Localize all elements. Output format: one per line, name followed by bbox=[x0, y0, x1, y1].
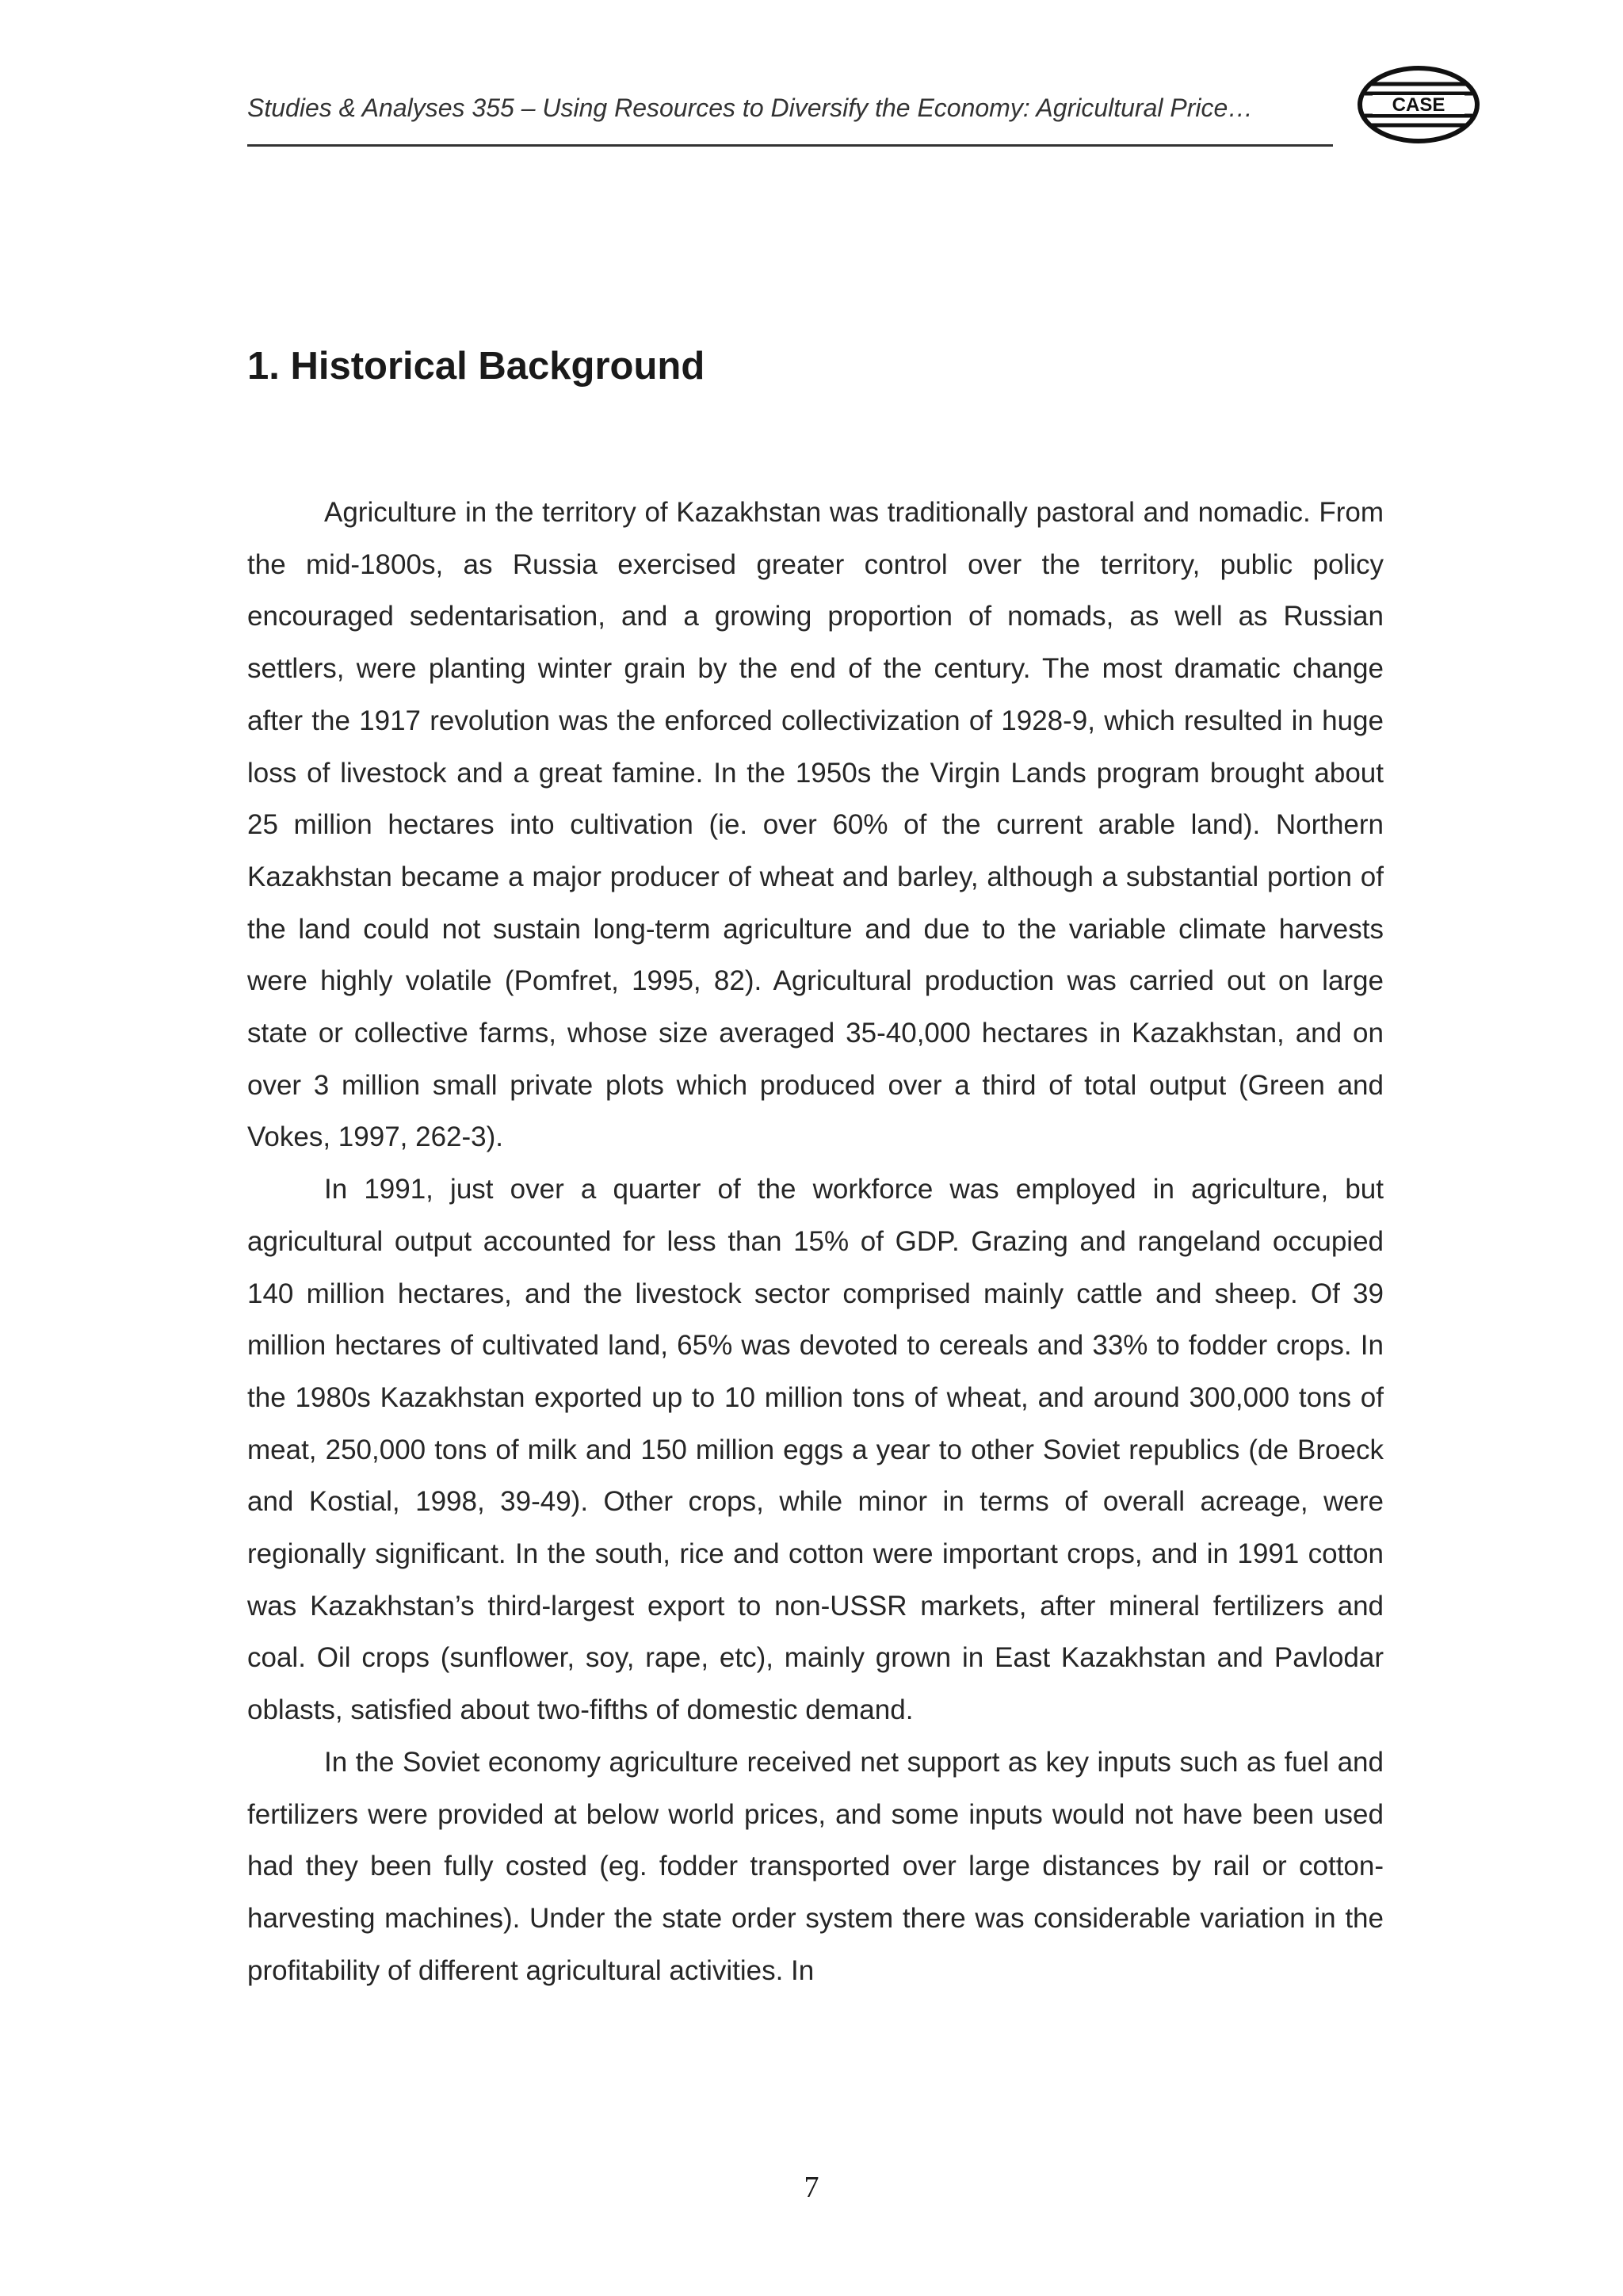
running-header: Studies & Analyses 355 – Using Resources to Diversify the Economy: Agricultural Price… bbox=[247, 94, 1254, 122]
case-logo bbox=[1357, 65, 1480, 144]
header-rule bbox=[247, 144, 1333, 147]
paragraph: Agriculture in the territory of Kazakhstan was traditionally pastoral and nomadic. From the mid-1800s, as Russia exercised greater control over the territory, public policy encouraged sedentarisation, and a growing proportion of nomads, as well as Russian settlers, were planting winter grain by the end of the century. The most dramatic change after the 1917 revolution was the enforced collectivization of 1928-9, which resulted in huge loss of livestock and a great famine. In the 1950s the Virgin Lands program brought about 25 million hectares into cultivation (ie. over 60% of the current arable land). Northern Kazakhstan became a major producer of wheat and barley, although a substantial portion of the land could not sustain long-term agriculture and due to the variable climate harvests were highly volatile (Pomfret, 1995, 82). Agricultural production was carried out on large state or collective farms, whose size averaged 35-40,000 hectares in Kazakhstan, and on over 3 million small private plots which produced over a third of total output (Green and Vokes, 1997, 262-3). bbox=[247, 497, 1384, 1153]
logo-text: CASE bbox=[1392, 94, 1445, 116]
page-number: 7 bbox=[804, 2171, 819, 2204]
paragraph: In 1991, just over a quarter of the workforce was employed in agriculture, but agricultural output accounted for less than 15% of GDP. Grazing and rangeland occupied 140 million hectares, and the livestock sector comprised mainly cattle and sheep. Of 39 million hectares of cultivated land, 65% was devoted to cereals and 33% to fodder crops. In the 1980s Kazakhstan exported up to 10 million tons of wheat, and around 300,000 tons of meat, 250,000 tons of milk and 150 million eggs a year to other Soviet republics (de Broeck and Kostial, 1998, 39-49). Other crops, while minor in terms of overall acreage, were regionally significant. In the south, rice and cotton were important crops, and in 1991 cotton was Kazakhstan’s third-largest export to non-USSR markets, after mineral fertilizers and coal. Oil crops (sunflower, soy, rape, etc), mainly grown in East Kazakhstan and Pavlodar oblasts, satisfied about two-fifths of domestic demand. bbox=[247, 1174, 1384, 1726]
paragraph: In the Soviet economy agriculture received net support as key inputs such as fuel and fertilizers were provided at below world prices, and some inputs would not have been used had they been fully costed (eg. fodder transported over large distances by rail or cotton-harvesting machines). Under the state order system there was considerable variation in the profitability of different agricultural activities. In bbox=[247, 1746, 1384, 1986]
section-title: 1. Historical Background bbox=[247, 345, 705, 388]
body-text bbox=[247, 487, 1384, 1996]
